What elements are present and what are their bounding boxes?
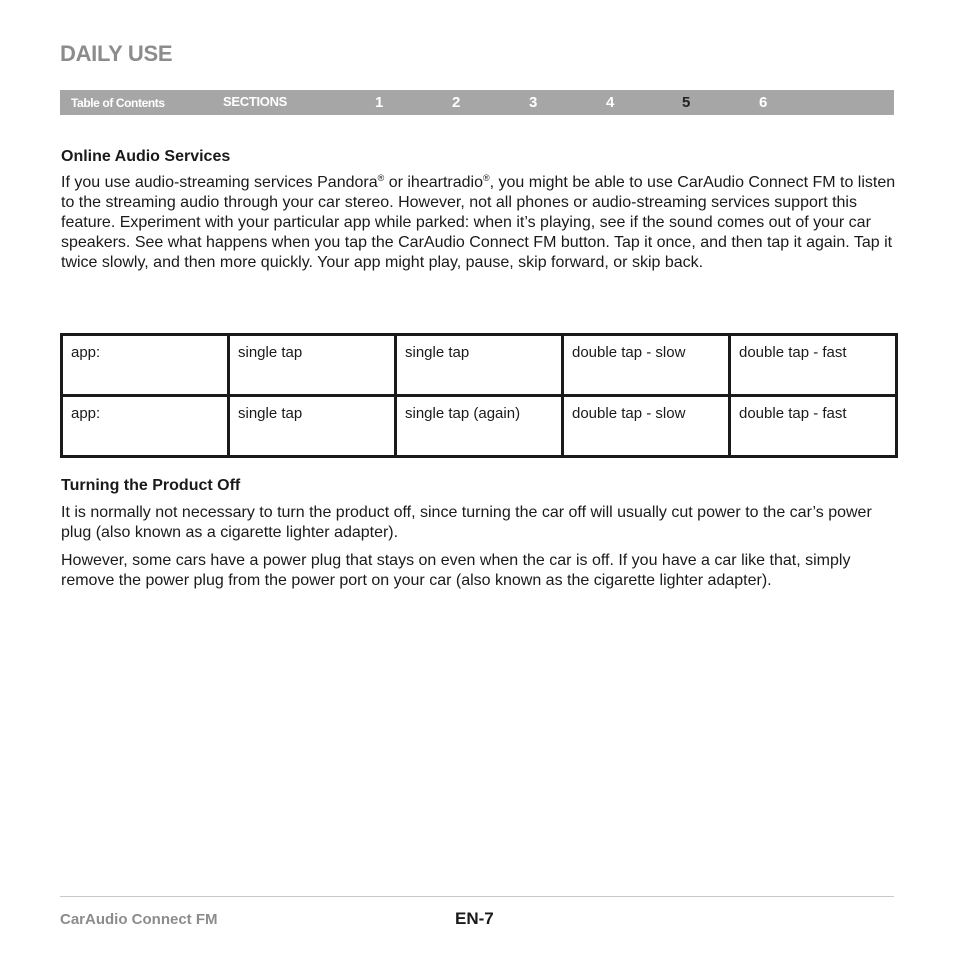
online-audio-paragraph: If you use audio-streaming services Pandora® or iheartradio®, you might be able to use CarAudio Connect FM to listen to the streaming audio through your car stereo. However, not all phones or audio-streaming services support this feature. Experiment with your particular app while parked: when it’s playing, see if the sound comes out of your car speakers. See what happens when you tap the CarAudio Connect FM button. Tap it once, and then tap it again. Tap it twice slowly, and then more quickly. Your app might play, pause, skip forward, or skip back. xyxy=(61,173,896,271)
page-number: EN-7 xyxy=(455,909,494,928)
tap-actions-table xyxy=(60,333,898,458)
section-link-2[interactable]: 2 xyxy=(452,94,461,111)
page-title: DAILY USE xyxy=(60,41,173,66)
turning-off-section xyxy=(61,477,897,591)
table-row xyxy=(62,396,897,457)
section-link-6[interactable]: 6 xyxy=(759,94,768,111)
footer-divider xyxy=(60,896,894,897)
table-cell: single tap xyxy=(396,335,563,396)
table-cell: app: xyxy=(62,396,229,457)
table-cell: app: xyxy=(62,335,229,396)
section-link-4[interactable]: 4 xyxy=(606,94,615,111)
footer-product-name: CarAudio Connect FM xyxy=(60,911,218,928)
turning-off-paragraph-2: However, some cars have a power plug that stays on even when the car is off. If you have a car like that, simply remove the power plug from the power port on your car (also known as the cigarette lighter adapter). xyxy=(61,552,851,589)
table-cell: double tap - fast xyxy=(730,335,897,396)
section-nav-bar xyxy=(60,90,894,115)
table-of-contents-link[interactable]: Table of Contents xyxy=(71,96,165,110)
section-link-3[interactable]: 3 xyxy=(529,94,538,111)
table-row xyxy=(62,335,897,396)
table-cell: double tap - fast xyxy=(730,396,897,457)
table-cell: single tap xyxy=(229,335,396,396)
table-cell: single tap (again) xyxy=(396,396,563,457)
section-link-1[interactable]: 1 xyxy=(375,94,384,111)
sections-label: SECTIONS xyxy=(223,94,288,109)
table-cell: single tap xyxy=(229,396,396,457)
turning-off-heading: Turning the Product Off xyxy=(61,477,241,494)
online-audio-heading: Online Audio Services xyxy=(61,148,231,165)
registered-mark: ® xyxy=(482,173,490,183)
table-cell: double tap - slow xyxy=(563,335,730,396)
online-audio-section xyxy=(61,148,897,273)
table-cell: double tap - slow xyxy=(563,396,730,457)
turning-off-paragraph-1: It is normally not necessary to turn the product off, since turning the car off will usually cut power to the car’s power plug (also known as a cigarette lighter adapter). xyxy=(61,504,872,541)
registered-mark: ® xyxy=(377,173,385,183)
section-link-5-active[interactable]: 5 xyxy=(682,94,691,111)
